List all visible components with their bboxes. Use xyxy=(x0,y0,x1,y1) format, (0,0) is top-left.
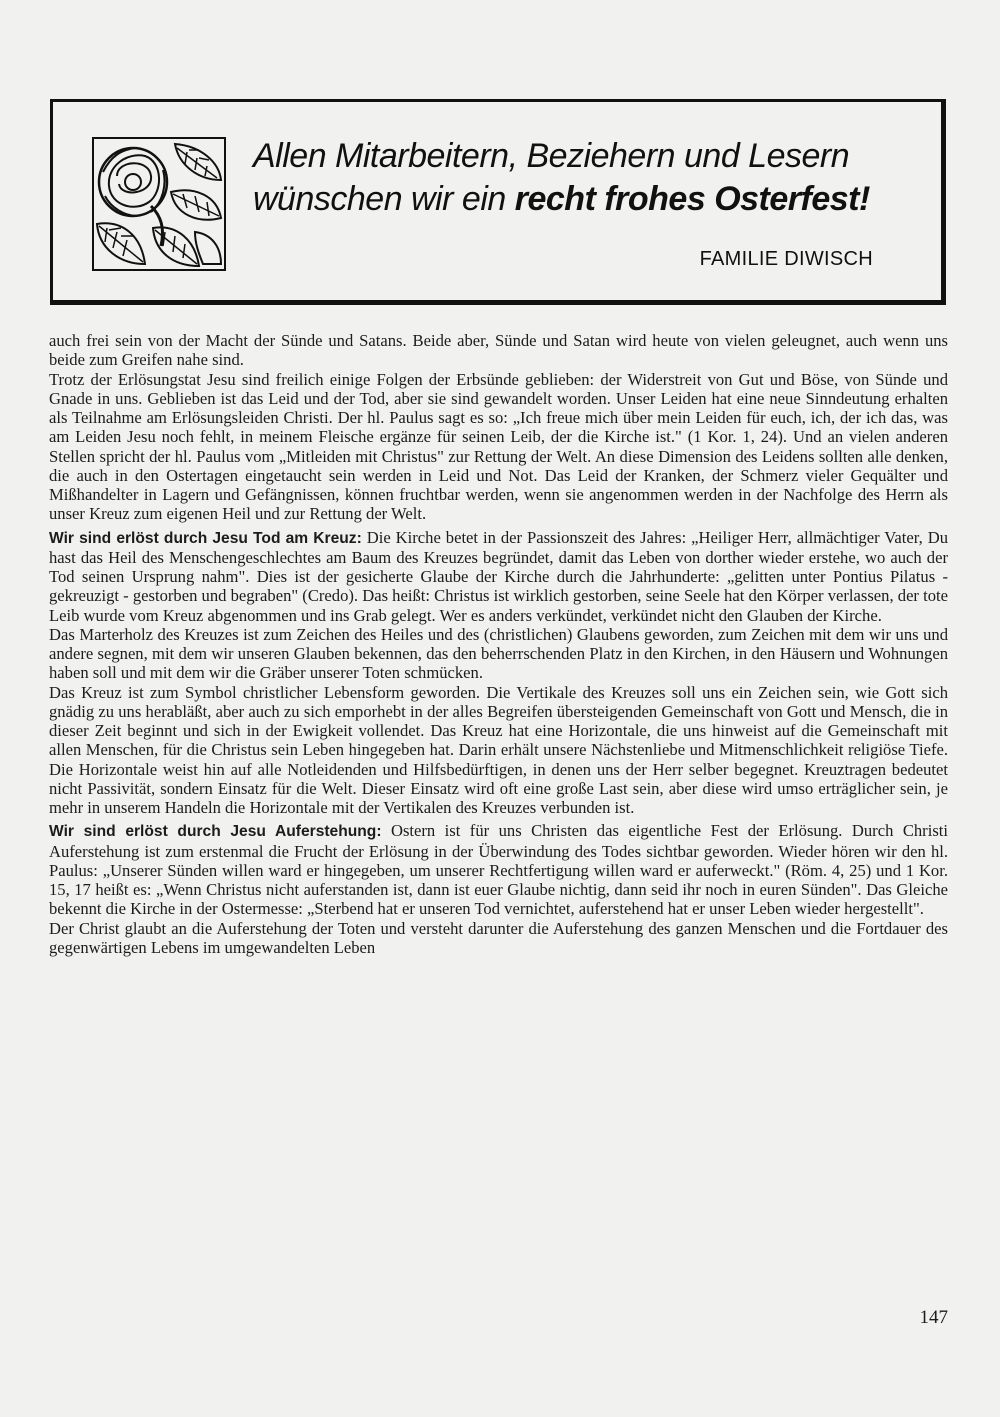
greeting-line-1: Allen Mitarbeitern, Beziehern und Lesern xyxy=(253,137,850,175)
section-paragraph xyxy=(49,528,948,625)
paragraph: Das Marterholz des Kreuzes ist zum Zeichen des Heiles und des (christlichen) Glaubens geworden, zum Zeichen mit dem wir uns und andere segnen, mit dem wir unseren Glauben bekennen, das den beherrschenden Platz in den Kirchen, in den Häusern und Wohnungen haben soll und mit dem wir die Gräber unserer Toten schmücken. xyxy=(49,624,948,683)
section-heading: Wir sind erlöst durch Jesu Auferstehung: xyxy=(49,823,382,841)
greeting-line-2-prefix: wünschen wir ein xyxy=(253,180,515,218)
section-heading: Wir sind erlöst durch Jesu Tod am Kreuz: xyxy=(49,529,362,547)
greeting-line-2 xyxy=(253,180,870,219)
page-number: 147 xyxy=(919,1307,948,1328)
section-text: Die Kirche betet in der Passionszeit des Jahres: „Heiliger Herr, allmächtiger Vater, Du hast das Heil des Menschengeschlechtes am Baum des Kreuzes begründet, damit das Leben von dorther wieder erstehe, wo auch der Tod seinen Ursprung nahm". Dies ist der gesicherte Glaube der Kirche durch die Jahrhunderte: „gelitten unter Pontius Pilatus - gekreuzigt - gestorben und begraben" (Credo). Das heißt: Christus ist wirklich gestorben, seine Seele hat den Körper verlassen, der tote Leib wurde vom Kreuz abgenommen und ins Grab gelegt. Wer es anders verkündet, verkündet nicht den Glauben der Kirche. xyxy=(49,527,948,625)
greeting-line-2-emphasis: recht frohes Osterfest! xyxy=(514,180,870,218)
paragraph: Der Christ glaubt an die Auferstehung der Toten und versteht darunter die Auferstehung des ganzen Menschen und die Fortdauer des gegenwärtigen Lebens im umgewandelten Leben xyxy=(49,918,948,957)
paragraph: Das Kreuz ist zum Symbol christlicher Lebensform geworden. Die Vertikale des Kreuzes soll uns ein Zeichen sein, wie Gott sich gnädig zu uns herabläßt, aber auch zu sich emporhebt in der alles Begreifen übersteigenden Gemeinschaft von Gott und Mensch, die in dieser Zeit beginnt und sich in der Ewigkeit vollendet. Das Kreuz hat eine Horizontale, die uns hinweist auf die Gemeinschaft mit allen Menschen, für die Christus sein Leben hingegeben hat. Darin erhält unsere Nächstenliebe und Mitmenschlichkeit religiöse Tiefe. Die Horizontale weist hin auf alle Notleidenden und Hilfsbedürftigen, in denen uns der Herr selber begegnet. Kreuztragen bedeutet nicht Passivität, sondern Einsatz für die Welt. Dieser Einsatz wird oft eine große Last sein, aber diese wird umso erträglicher sein, je mehr in unserem Handeln die Horizontale mit der Vertikalen des Kreuzes verbunden ist. xyxy=(49,682,948,817)
easter-greeting-box xyxy=(50,99,946,305)
rose-ornament-icon xyxy=(91,136,227,272)
article-body xyxy=(49,331,948,957)
paragraph: Trotz der Erlösungstat Jesu sind freilich einige Folgen der Erbsünde geblieben: der Widerstreit von Gut und Böse, von Sünde und Gnade in uns. Geblieben ist das Leid und der Tod, aber sie sind gewandelt worden. Unser Leiden hat eine neue Sinndeutung erhalten als Teilnahme am Erlösungsleiden Christi. Der hl. Paulus sagt es so: „Ich freue mich über mein Leiden für euch, ich, der ich das, was am Leiden Jesu noch fehlt, in meinem Fleische ergänze für seinen Leib, der die Kirche ist." (1 Kor. 1, 24). Und an vielen anderen Stellen spricht der hl. Paulus vom „Mitleiden mit Christus" zur Rettung der Welt. An diese Dimension des Leidens sollten alle denken, die auch in den Ostertagen eingetaucht sein werden in Leid und Not. Das Leid der Kranken, der Schmerz vieler Gequälter und Mißhandelter in Lagern und Gefängnissen, können fruchtbar werden, wenn sie angenommen werden in der Nachfolge des Herrn als unser Kreuz zum eigenen Heil und zur Rettung der Welt. xyxy=(49,369,948,524)
section-paragraph xyxy=(49,821,948,918)
greeting-signature: FAMILIE DIWISCH xyxy=(699,248,873,270)
section-text: Ostern ist für uns Christen das eigentliche Fest der Erlösung. Durch Christi Auferstehung ist zum erstenmal die Frucht der Erlösung in der Überwindung des Todes sichtbar geworden. Wieder hören wir den hl. Paulus: „Unserer Sünden willen ward er hingegeben, um unserer Rechtfertigung willen ward er auferweckt." (Röm. 4, 25) und 1 Kor. 15, 17 heißt es: „Wenn Christus nicht auferstanden ist, dann ist euer Glaube nichtig, dann seid ihr noch in euren Sünden". Das Gleiche bekennt die Kirche in der Ostermesse: „Sterbend hat er unseren Tod vernichtet, auferstehend hat er unser Leben wieder hergestellt". xyxy=(49,821,948,919)
paragraph: auch frei sein von der Macht der Sünde und Satans. Beide aber, Sünde und Satan wird heute von vielen geleugnet, auch wenn uns beide zum Greifen nahe sind. xyxy=(49,331,948,370)
